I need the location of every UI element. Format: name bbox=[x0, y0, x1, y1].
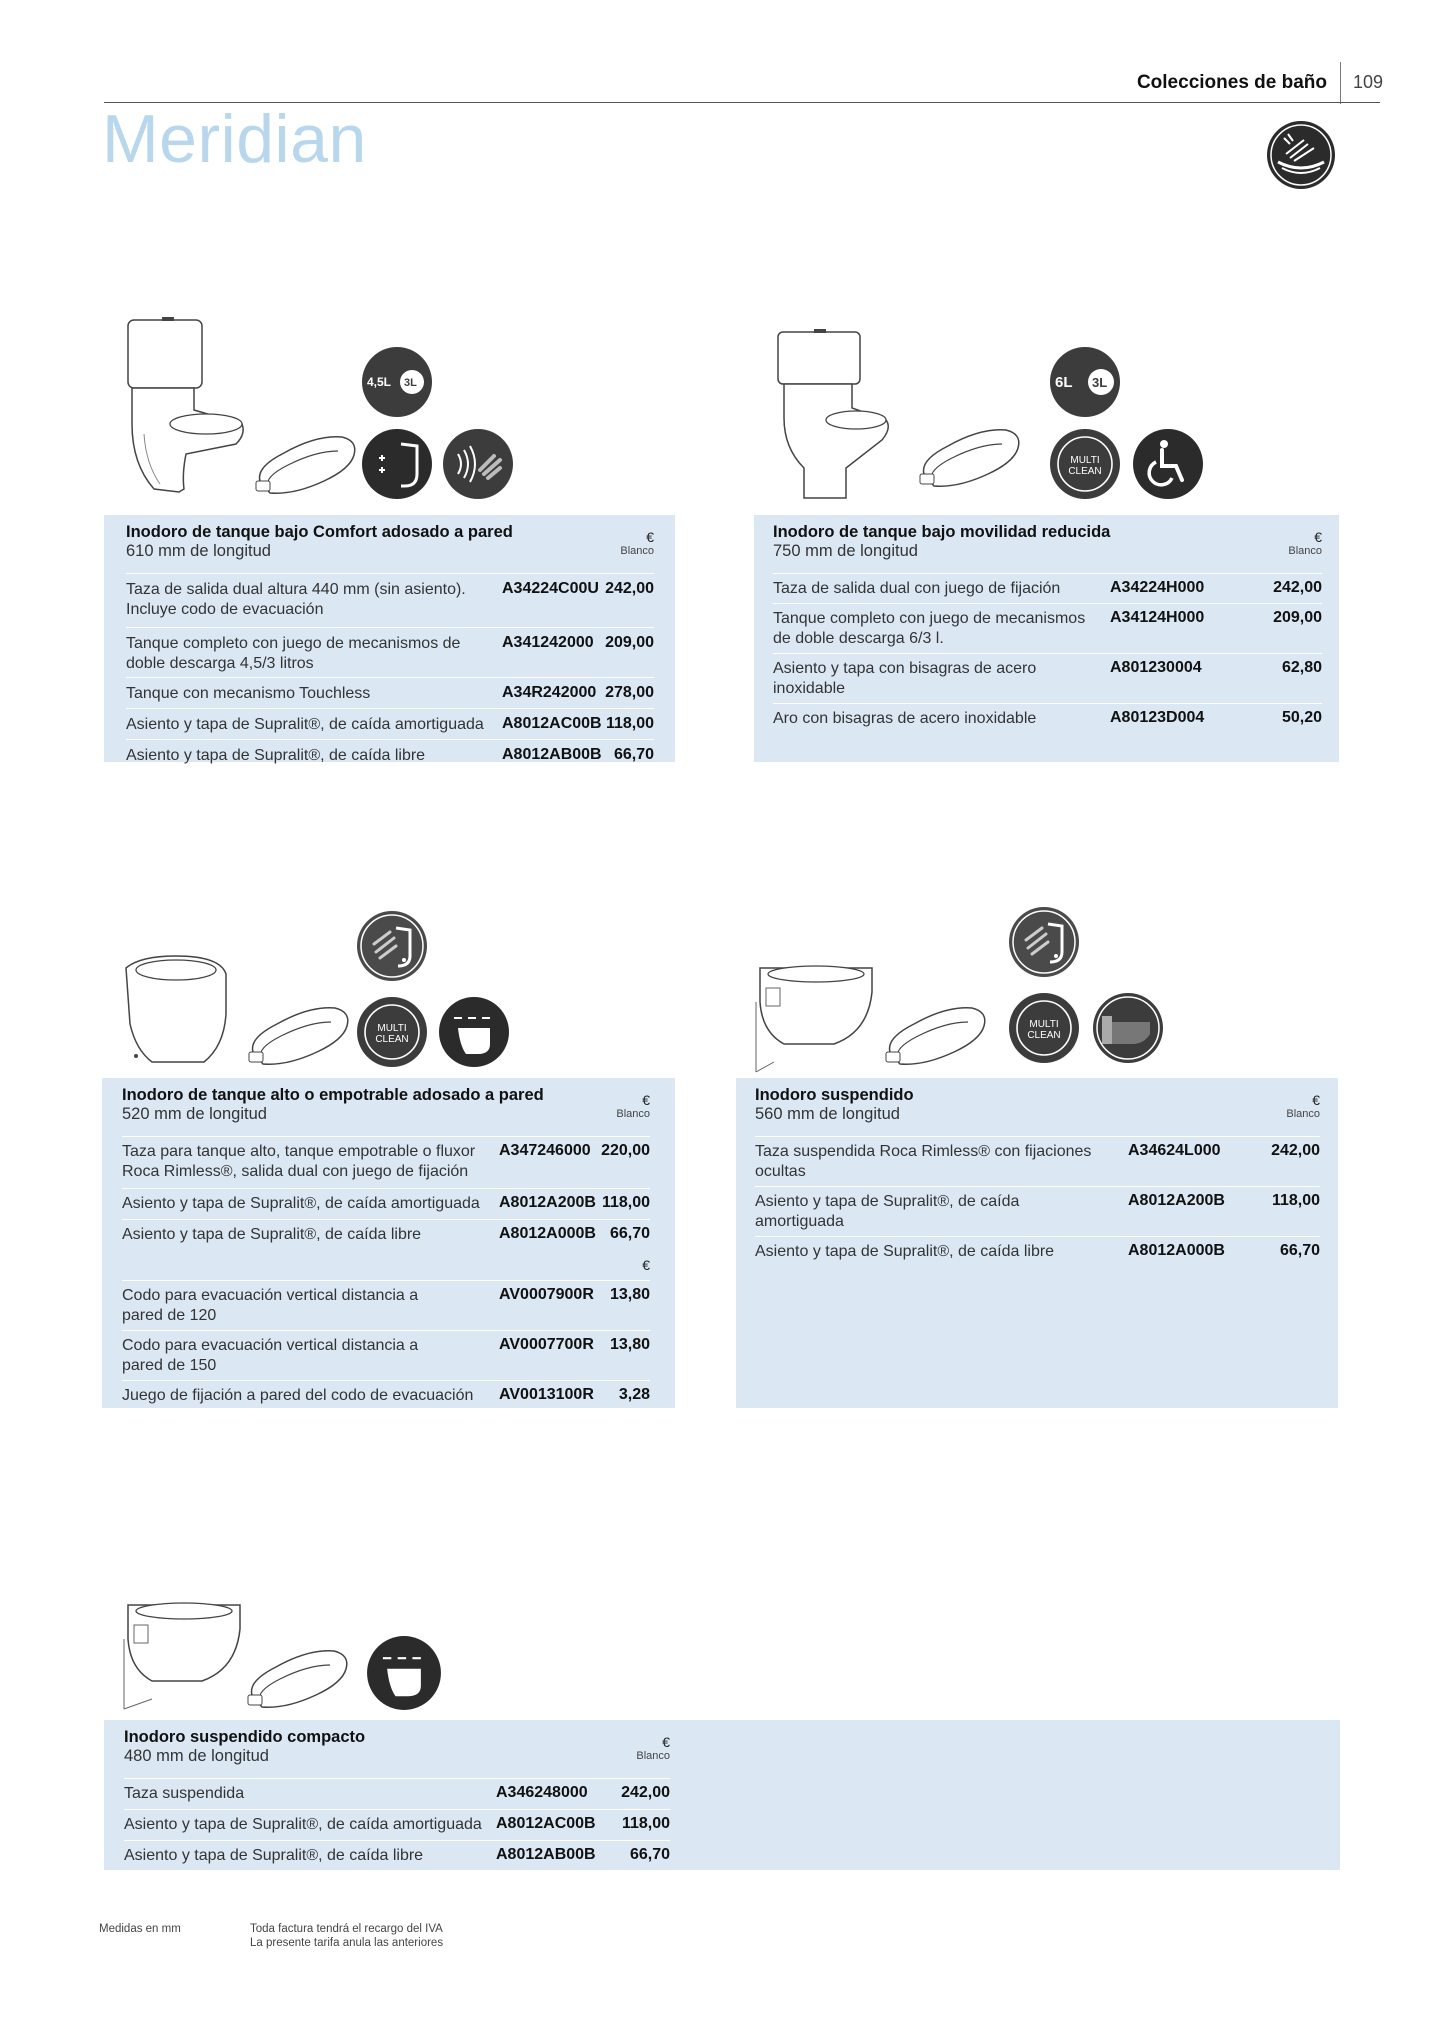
product-block-wall-hung bbox=[736, 900, 1338, 1415]
table-row: Taza suspendida A346248000 242,00 bbox=[124, 1778, 670, 1809]
toilet-image bbox=[124, 314, 254, 504]
flush-full-label: 4,5L bbox=[367, 375, 392, 389]
table-row: Codo para evacuación vertical distancia a pared de 120 AV0007900R 13,80 bbox=[122, 1280, 650, 1330]
svg-text:CLEAN: CLEAN bbox=[1027, 1030, 1061, 1041]
toilet-image bbox=[120, 954, 232, 1068]
product-title: Inodoro suspendido bbox=[755, 1086, 914, 1104]
product-length: 610 mm de longitud bbox=[126, 542, 271, 560]
touchless-flush-icon bbox=[361, 428, 433, 500]
product-title: Inodoro de tanque bajo movilidad reducida bbox=[773, 523, 1111, 541]
table-row: Asiento y tapa de Supralit®, de caída amortiguada A8012AC00B 118,00 bbox=[126, 708, 654, 739]
seat-image bbox=[246, 1639, 358, 1719]
currency-header: € Blanco bbox=[620, 529, 654, 557]
svg-text:MULTI: MULTI bbox=[377, 1023, 407, 1034]
rimless-flush-icon bbox=[1264, 118, 1338, 192]
product-table bbox=[755, 1078, 1320, 1267]
page-number: 109 bbox=[1353, 72, 1384, 92]
currency-header: € Blanco bbox=[636, 1734, 670, 1762]
table-row: Asiento y tapa con bisagras de acero inoxidable A801230004 62,80 bbox=[773, 653, 1322, 703]
product-block-reduced-mobility bbox=[754, 300, 1339, 770]
table-row: Asiento y tapa de Supralit®, de caída libre A8012AB00B 66,70 bbox=[124, 1840, 670, 1871]
multi-clean-badge bbox=[356, 996, 428, 1068]
table-row: Aro con bisagras de acero inoxidable A80123D004 50,20 bbox=[773, 703, 1322, 733]
toilet-image bbox=[754, 962, 878, 1074]
table-row: Asiento y tapa de Supralit®, de caída libre A8012A000B 66,70 bbox=[755, 1236, 1320, 1267]
table-row: Taza suspendida Roca Rimless® con fijaciones ocultas A34624L000 242,00 bbox=[755, 1136, 1320, 1186]
product-block-comfort bbox=[104, 300, 675, 770]
table-row: Tanque completo con juego de mecanismos de doble descarga 4,5/3 litros A341242000 209,00 bbox=[126, 627, 654, 677]
collection-title: Meridian bbox=[102, 101, 367, 177]
header-divider bbox=[1340, 62, 1341, 104]
product-length: 520 mm de longitud bbox=[122, 1105, 267, 1123]
flush-half-label: 3L bbox=[404, 377, 417, 389]
flush-volume-badge bbox=[1049, 346, 1121, 418]
table-row: Asiento y tapa de Supralit®, de caída amortiguada A8012A200B 118,00 bbox=[755, 1186, 1320, 1236]
wall-fixing-icon bbox=[438, 996, 510, 1068]
product-block-compact bbox=[104, 1585, 1340, 1875]
table-row: Asiento y tapa de Supralit®, de caída amortiguada A8012AC00B 118,00 bbox=[124, 1809, 670, 1840]
seat-image bbox=[918, 418, 1030, 500]
product-block-high-tank bbox=[102, 900, 675, 1415]
svg-text:MULTI: MULTI bbox=[1029, 1019, 1059, 1030]
vat-note: Toda factura tendrá el recargo del IVA bbox=[250, 1923, 443, 1935]
seat-image bbox=[247, 996, 359, 1076]
product-length: 560 mm de longitud bbox=[755, 1105, 900, 1123]
rimless-flush-icon bbox=[356, 910, 428, 982]
flush-half-label: 3L bbox=[1092, 375, 1108, 390]
seat-image bbox=[254, 425, 364, 505]
svg-text:CLEAN: CLEAN bbox=[375, 1034, 409, 1045]
product-table bbox=[126, 515, 654, 770]
wall-fixing-icon bbox=[366, 1635, 442, 1711]
multi-clean-badge bbox=[1008, 992, 1080, 1064]
svg-text:CLEAN: CLEAN bbox=[1068, 466, 1102, 477]
section-title: Colecciones de baño bbox=[1136, 72, 1327, 93]
currency-header: € Blanco bbox=[1288, 529, 1322, 557]
accessibility-icon bbox=[1132, 428, 1204, 500]
toilet-image bbox=[122, 1599, 246, 1711]
sensor-hand-icon bbox=[442, 428, 514, 500]
currency-header: € Blanco bbox=[616, 1092, 650, 1120]
table-row: Asiento y tapa de Supralit®, de caída libre A8012AB00B 66,70 bbox=[126, 739, 654, 770]
table-row: Codo para evacuación vertical distancia a pared de 150 AV0007700R 13,80 bbox=[122, 1330, 650, 1380]
rimless-flush-icon bbox=[1008, 906, 1080, 978]
seat-image bbox=[884, 996, 996, 1076]
product-title: Inodoro de tanque bajo Comfort adosado a pared bbox=[126, 523, 513, 541]
svg-text:MULTI: MULTI bbox=[1070, 455, 1100, 466]
currency-header: € Blanco bbox=[1286, 1092, 1320, 1120]
product-length: 750 mm de longitud bbox=[773, 542, 918, 560]
measures-note: Medidas en mm bbox=[99, 1923, 181, 1935]
product-table bbox=[122, 1078, 650, 1411]
table-row: Asiento y tapa de Supralit®, de caída amortiguada A8012A200B 118,00 bbox=[122, 1188, 650, 1219]
table-row: Tanque completo con juego de mecanismos de doble descarga 6/3 l. A34124H000 209,00 bbox=[773, 603, 1322, 653]
currency-subheader: € bbox=[642, 1257, 650, 1273]
table-row: Taza de salida dual altura 440 mm (sin asiento). Incluye codo de evacuación A34224C00U 242,00 bbox=[126, 573, 654, 627]
table-row: Asiento y tapa de Supralit®, de caída libre A8012A000B 66,70 bbox=[122, 1219, 650, 1250]
multi-clean-badge bbox=[1049, 428, 1121, 500]
flush-volume-badge bbox=[361, 346, 433, 418]
product-length: 480 mm de longitud bbox=[124, 1747, 269, 1765]
table-row: Tanque con mecanismo Touchless A34R242000 278,00 bbox=[126, 677, 654, 708]
table-row: Juego de fijación a pared del codo de evacuación AV0013100R 3,28 bbox=[122, 1380, 650, 1411]
product-table bbox=[124, 1720, 670, 1871]
table-row: Taza de salida dual con juego de fijación A34224H000 242,00 bbox=[773, 573, 1322, 603]
product-table bbox=[773, 515, 1322, 733]
product-title: Inodoro de tanque alto o empotrable adosado a pared bbox=[122, 1086, 544, 1104]
table-row: Taza para tanque alto, tanque empotrable o fluxor Roca Rimless®, salida dual con juego de fijación A347246000 220,00 bbox=[122, 1136, 650, 1188]
flush-full-label: 6L bbox=[1055, 374, 1073, 391]
toilet-image bbox=[774, 328, 894, 504]
product-title: Inodoro suspendido compacto bbox=[124, 1728, 366, 1746]
concealed-fixing-icon bbox=[1092, 992, 1164, 1064]
tariff-note: La presente tarifa anula las anteriores bbox=[250, 1937, 444, 1949]
